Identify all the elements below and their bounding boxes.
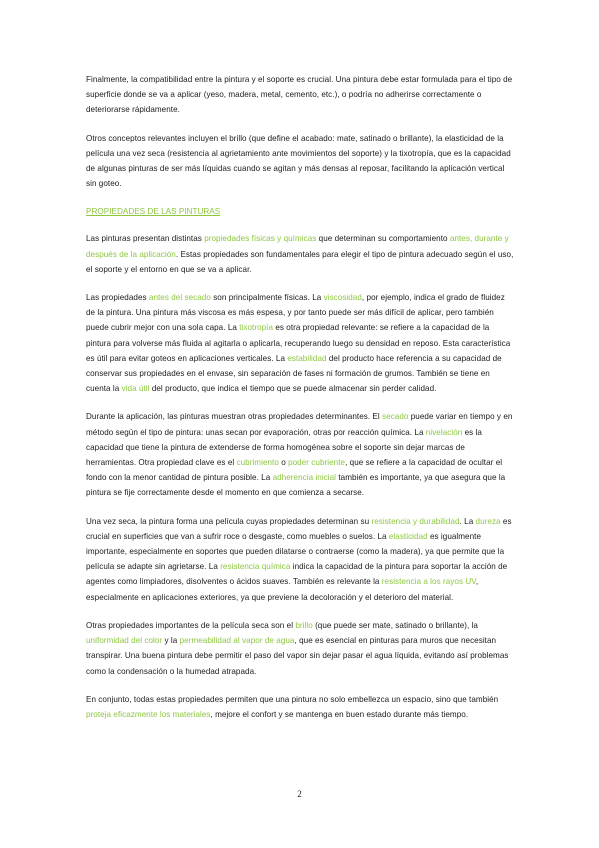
paragraph-text: Las pinturas presentan distintas — [86, 234, 205, 244]
highlighted-term: proteja eficazmente los materiales — [86, 709, 211, 719]
paragraph-text: Durante la aplicación, las pinturas muestran otras propiedades determinantes. El — [86, 412, 383, 422]
highlighted-term: antes del secado — [148, 293, 211, 303]
paragraph-text: Finalmente, la compatibilidad entre la pintura y el soporte es crucial. Una pintura debe estar formulada para el tipo de superficie donde se va a aplicar (yeso, madera, metal, cemento, etc.), o podría no adherirse correctamente o deteriorarse rápidamente. — [86, 75, 513, 115]
paragraph-text: es igualmente importante, especialmente en soportes que pueden dilatarse o contraerse (como la madera), ya que permite que la película se adapte sin agrietarse. La — [86, 531, 505, 572]
paragraph-text: Una vez seca, la pintura forma una película cuyas propiedades determinan su — [86, 516, 372, 526]
paragraph-text: , por ejemplo, indica el grado de fluidez de la pintura. Una pintura más viscosa es más espesa, y por tanto puede ser más difícil de aplicar, pero también puede cubrir mejor con una sola capa. La — [86, 293, 505, 333]
paragraph-text: (que puede ser mate, satinado o brillante), la — [312, 620, 478, 630]
paragraph — [86, 409, 516, 500]
paragraph-text: es otra propiedad relevante: se refiere a la capacidad de la pintura para volverse más fluida al agitarla o aplicarla, recuperando luego su densidad en reposo. Esta característica es útil para evitar goteos en aplicaciones verticales. La — [86, 323, 511, 363]
paragraph-text: que determinan su comportamiento — [316, 234, 450, 244]
paragraph-text: son principalmente físicas. La — [210, 293, 324, 303]
paragraph-text: Otros conceptos relevantes incluyen el brillo (que define el acabado: mate, satinado o brillante), la elasticidad de la película una vez seca (resistencia al agrietamiento ante movimientos del soporte) y la tixotropía, que es la capacidad de algunas pinturas de ser más líquidas cuando se agitan y más densas al reposar, facilitando la aplicación vertical sin goteo. — [86, 133, 511, 189]
highlighted-term: dureza — [475, 516, 501, 526]
paragraph-text: , que es esencial en pinturas para muros que necesitan transpirar. Una buena pintura debe permitir el paso del vapor sin dejar pasar el agua líquida, evitando así problemas como la condensación o la humedad atrapada. — [86, 636, 509, 676]
paragraph-text: . Estas propiedades son fundamentales para elegir el tipo de pintura adecuado según el uso, el soporte y el entorno en que se va a aplicar. — [86, 249, 514, 274]
section-heading: PROPIEDADES DE LAS PINTURAS — [86, 207, 221, 217]
paragraph — [86, 231, 516, 277]
paragraph-text: o — [278, 458, 289, 468]
paragraph-text: es crucial en superficies que van a sufrir roce o desgaste, como muebles o suelos. La — [86, 516, 512, 541]
paragraph — [86, 514, 516, 605]
highlighted-term: vida útil — [121, 384, 150, 394]
paragraph-text: y la — [162, 636, 180, 646]
highlighted-term: elasticidad — [388, 531, 428, 541]
highlighted-term: resistencia a los rayos UV — [381, 577, 476, 587]
paragraph — [86, 290, 516, 396]
paragraph — [86, 692, 516, 722]
highlighted-term: resistencia y durabilidad — [371, 516, 460, 526]
highlighted-term: poder cubriente — [288, 458, 346, 468]
highlighted-term: adherencia inicial — [272, 473, 337, 483]
highlighted-term: estabilidad — [287, 353, 327, 363]
paragraph — [86, 72, 516, 118]
highlighted-term: propiedades físicas y químicas — [204, 234, 317, 244]
highlighted-term: antes, durante y después de la aplicación — [86, 234, 509, 259]
properties-paragraphs — [86, 231, 516, 722]
paragraph-text: . La — [459, 516, 476, 526]
paragraph-text: En conjunto, todas estas propiedades permiten que una pintura no solo embellezca un espacio, sino que también — [86, 694, 499, 704]
highlighted-term: permeabilidad al vapor de agua — [179, 636, 295, 646]
paragraph-text: , mejore el confort y se mantenga en buen estado durante más tiempo. — [210, 709, 469, 719]
highlighted-term: brillo — [295, 620, 313, 630]
paragraph-text: del producto hace referencia a su capacidad de conservar sus propiedades en el envase, sin separación de fases ni formación de grumos. También se tiene en cuenta la — [86, 353, 502, 394]
page-number: 2 — [297, 789, 302, 799]
highlighted-term: nivelación — [425, 427, 463, 437]
paragraph-text: del producto, que indica el tiempo que se puede almacenar sin perder calidad. — [149, 384, 437, 394]
intro-paragraphs — [86, 72, 516, 191]
paragraph-text: puede variar en tiempo y en método según el tipo de pintura: unas secan por evaporación, otras por reacción química. La — [86, 412, 513, 437]
page-body — [86, 72, 516, 735]
paragraph-text: es la capacidad que tiene la pintura de extenderse de forma homogénea sobre el soporte sin dejar marcas de herramientas. Otra propiedad clave es el — [86, 427, 482, 468]
paragraph-text: Las propiedades — [86, 293, 149, 303]
paragraph-text: Otras propiedades importantes de la película seca son el — [86, 620, 296, 630]
paragraph-text: indica la capacidad de la pintura para soportar la acción de agentes como limpiadores, disolventes o ácidos suaves. También es relevante la — [86, 562, 508, 587]
paragraph-text: , especialmente en aplicaciones exteriores, ya que previene la decoloración y el deterioro del material. — [86, 577, 479, 602]
highlighted-term: viscosidad — [323, 293, 362, 303]
paragraph — [86, 618, 516, 679]
paragraph-text: también es importante, ya que asegura que la pintura se fije correctamente desde el momento en que comienza a secarse. — [86, 473, 506, 498]
highlighted-term: uniformidad del color — [86, 636, 163, 646]
paragraph-text: , que se refiere a la capacidad de ocultar el fondo con la menor cantidad de pintura posible. La — [86, 458, 503, 483]
highlighted-term: tixotropía — [239, 323, 274, 333]
highlighted-term: cubrimiento — [236, 458, 279, 468]
highlighted-term: resistencia química — [220, 562, 291, 572]
highlighted-term: secado — [382, 412, 409, 422]
paragraph — [86, 131, 516, 192]
